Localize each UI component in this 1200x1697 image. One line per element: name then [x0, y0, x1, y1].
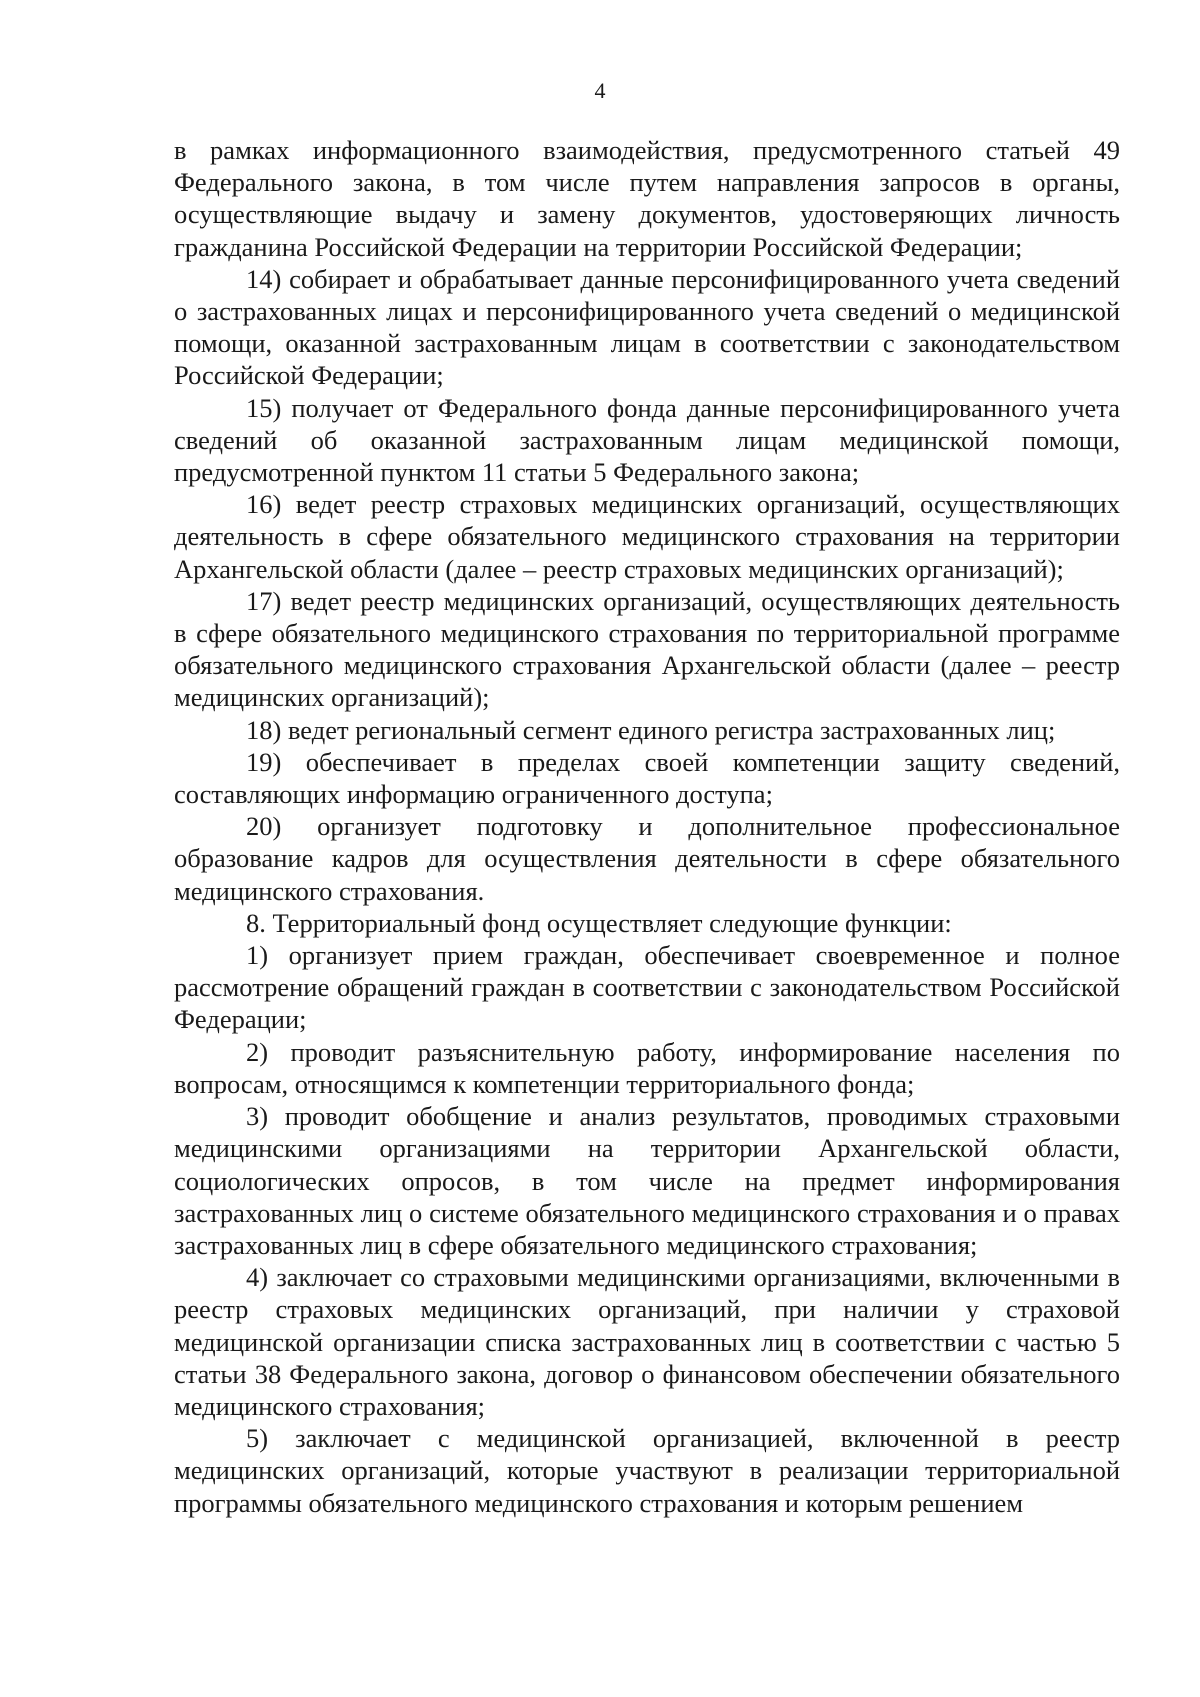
paragraph-function-1: 1) организует прием граждан, обеспечивает своевременное и полное рассмотрение обращений граждан в соответствии с законодательством Российской Федерации;: [174, 940, 1120, 1035]
paragraph-item-17: 17) ведет реестр медицинских организаций, осуществляющих деятельность в сфере обязательного медицинского страхования по территориальной программе обязательного медицинского страхования Архангельской области (далее – реестр медицинских организаций);: [174, 585, 1120, 713]
paragraph-function-4: 4) заключает со страховыми медицинскими организациями, включенными в реестр страховых медицинских организаций, при наличии у страховой медицинской организации списка застрахованных лиц в соответствии с частью 5 статьи 38 Федерального закона, договор о финансовом обеспечении обязательного медицинского страхования;: [174, 1262, 1120, 1421]
paragraph-item-18: 18) ведет региональный сегмент единого регистра застрахованных лиц;: [246, 714, 1056, 745]
paragraph-item-16: 16) ведет реестр страховых медицинских организаций, осуществляющих деятельность в сфере обязательного медицинского страхования на территории Архангельской области (далее – реестр страховых медицинских организаций);: [174, 489, 1120, 584]
page-number: 4: [594, 78, 606, 103]
paragraph-item-20: 20) организует подготовку и дополнительное профессиональное образование кадров для осуществления деятельности в сфере обязательного медицинского страхования.: [174, 811, 1120, 906]
paragraph-item-14: 14) собирает и обрабатывает данные персонифицированного учета сведений о застрахованных лицах и персонифицированного учета сведений о медицинской помощи, оказанной застрахованным лицам в соответствии с законодательством Российской Федерации;: [174, 263, 1120, 391]
paragraph-function-5: 5) заключает с медицинской организацией, включенной в реестр медицинских организаций, которые участвуют в реализации территориальной программы обязательного медицинского страхования и которым решением: [174, 1423, 1120, 1518]
paragraph-item-15: 15) получает от Федерального фонда данные персонифицированного учета сведений об оказанной застрахованным лицам медицинской помощи, предусмотренной пунктом 11 статьи 5 Федерального закона;: [174, 392, 1120, 488]
document-body: [174, 134, 1120, 1519]
paragraph-function-2: 2) проводит разъяснительную работу, информирование населения по вопросам, относящимся к компетенции территориального фонда;: [174, 1036, 1120, 1099]
paragraph-item-19: 19) обеспечивает в пределах своей компетенции защиту сведений, составляющих информацию ограниченного доступа;: [174, 746, 1120, 810]
paragraph-continuation: в рамках информационного взаимодействия, предусмотренного статьей 49 Федерального закона, в том числе путем направления запросов в органы, осуществляющие выдачу и замену документов, удостоверяющих личность гражданина Российской Федерации на территории Российской Федерации;: [174, 135, 1120, 262]
paragraph-function-3: 3) проводит обобщение и анализ результатов, проводимых страховыми медицинскими организациями на территории Архангельской области, социологических опросов, в том числе на предмет информирования застрахованных лиц о системе обязательного медицинского страхования и о правах застрахованных лиц в сфере обязательного медицинского страхования;: [174, 1101, 1120, 1260]
paragraph-section-8: 8. Территориальный фонд осуществляет следующие функции:: [246, 907, 952, 938]
